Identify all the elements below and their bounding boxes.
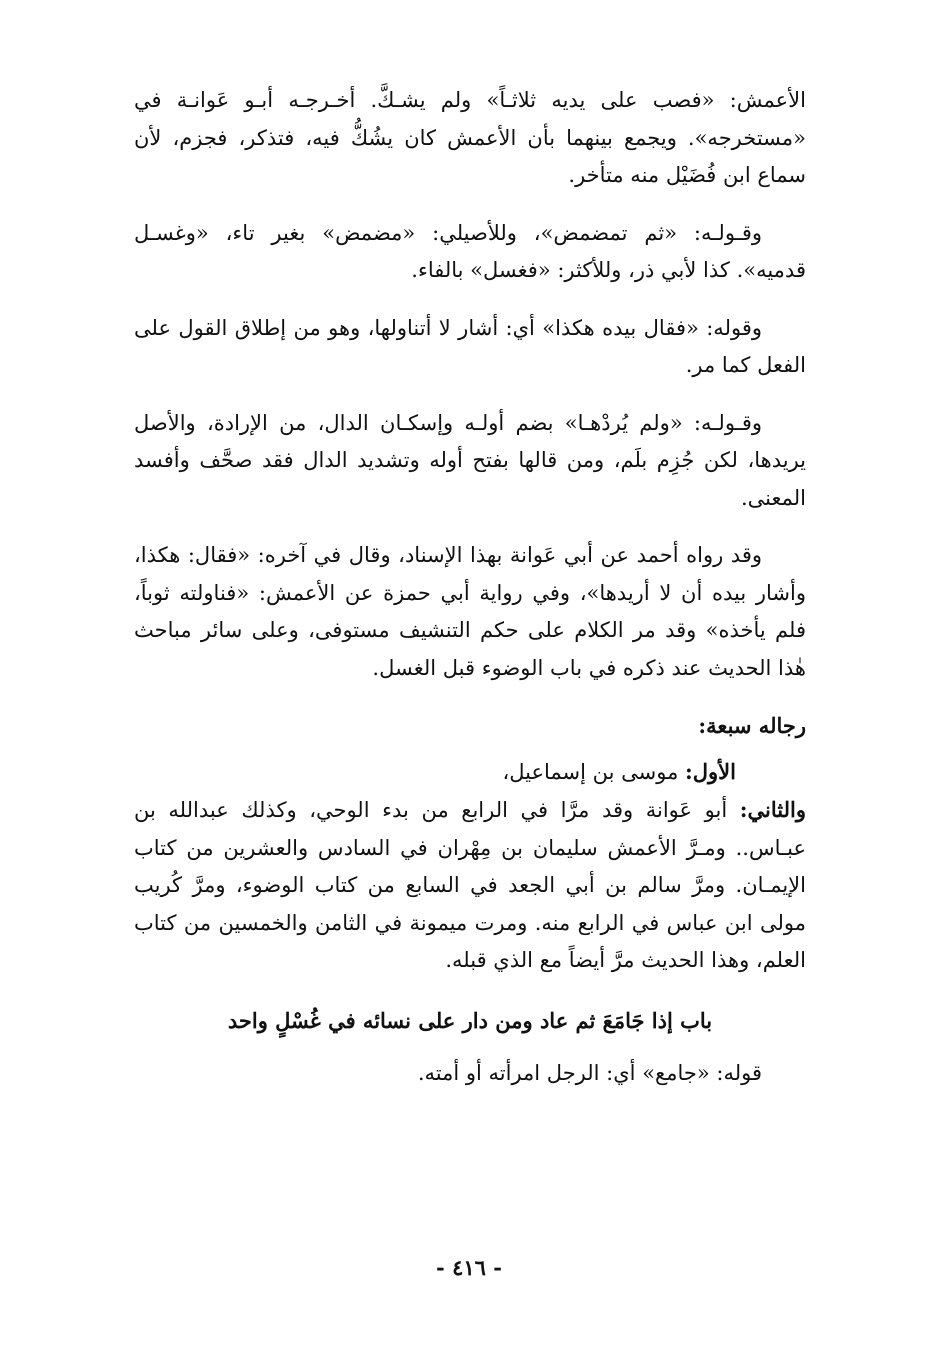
chapter-note: قوله: «جامع» أي: الرجل امرأته أو أمته.	[417, 1061, 762, 1085]
narrator-second-text: أبو عَوانة وقد مرَّا في الرابع من بدء الوحي، وكذلك عبدالله بن عبـاس.. ومـرَّ الأعمش سليمان بن مِهْران في السادس والعشرين من كتاب الإيمـان. ومرَّ سالم بن أبي الجعد في السابع من كتاب الوضوء، ومرَّ كُريب مولى ابن عباس في الرابع منه. ومرت ميمونة في الثامن والخمسين من كتاب العلم، وهذا الحديث مرَّ أيضاً مع الذي قبله.	[134, 798, 806, 972]
paragraph-1	[134, 82, 806, 195]
narrators-heading: رجاله سبعة:	[698, 713, 806, 738]
paragraph-1-text: الأعمش: «فصب على يديه ثلاثـاً» ولم يشـكَّ. أخـرجـه أبـو عَوانـة في «مستخرجه». ويجمع بينهما بأن الأعمش كان يشُكُّ فيه، فتذكر، فجزم، لأن سماع ابن فُضَيْل منه متأخر.	[134, 88, 806, 187]
page-number: - ٤١٦ -	[436, 1255, 502, 1280]
paragraph-4	[134, 405, 806, 518]
narrators-list	[134, 753, 806, 980]
paragraph-4-text: وقـولـه: «ولم يُردْهـا» بضم أولـه وإسكـان الدال، من الإرادة، والأصل يريدها، لكن جُزِم بلَم، ومن قالها بفتح أوله وتشديد الدال فقد صحَّف وأفسد المعنى.	[134, 410, 806, 510]
chapter-title: باب إذا جَامَعَ ثم عاد ومن دار على نسائه في غُسْلٍ واحد	[227, 1007, 713, 1033]
paragraph-2	[134, 215, 806, 290]
paragraph-2-text: وقـولـه: «ثم تمضمض»، وللأصيلي: «مضمض» بغير تاء، «وغسـل قدميه». كذا لأبي ذر، وللأكثر: «فغسل» بالفاء.	[134, 220, 806, 282]
narrator-second	[134, 791, 806, 980]
page-body	[134, 82, 806, 1093]
paragraph-3	[134, 310, 806, 385]
paragraph-3-text: وقوله: «فقال بيده هكذا» أي: أشار لا أتناولها، وهو من إطلاق القول على الفعل كما مر.	[134, 315, 806, 377]
narrator-second-label: والثاني:	[739, 797, 806, 822]
narrator-first-text: موسى بن إسماعيل،	[502, 759, 679, 784]
paragraph-5	[134, 537, 806, 687]
narrator-first-label: الأول:	[685, 758, 736, 784]
paragraph-5-text: وقد رواه أحمد عن أبي عَوانة بهذا الإسناد، وقال في آخره: «فقال: هكذا، وأشار بيده أن لا أريدها»، وفي رواية أبي حمزة عن الأعمش: «فناولته ثوباً، فلم يأخذه» وقد مر الكلام على حكم التنشيف مستوفى، وعلى سائر مباحث هٰذا الحديث عند ذكره في باب الوضوء قبل الغسل.	[134, 543, 806, 680]
narrator-first	[134, 753, 806, 792]
